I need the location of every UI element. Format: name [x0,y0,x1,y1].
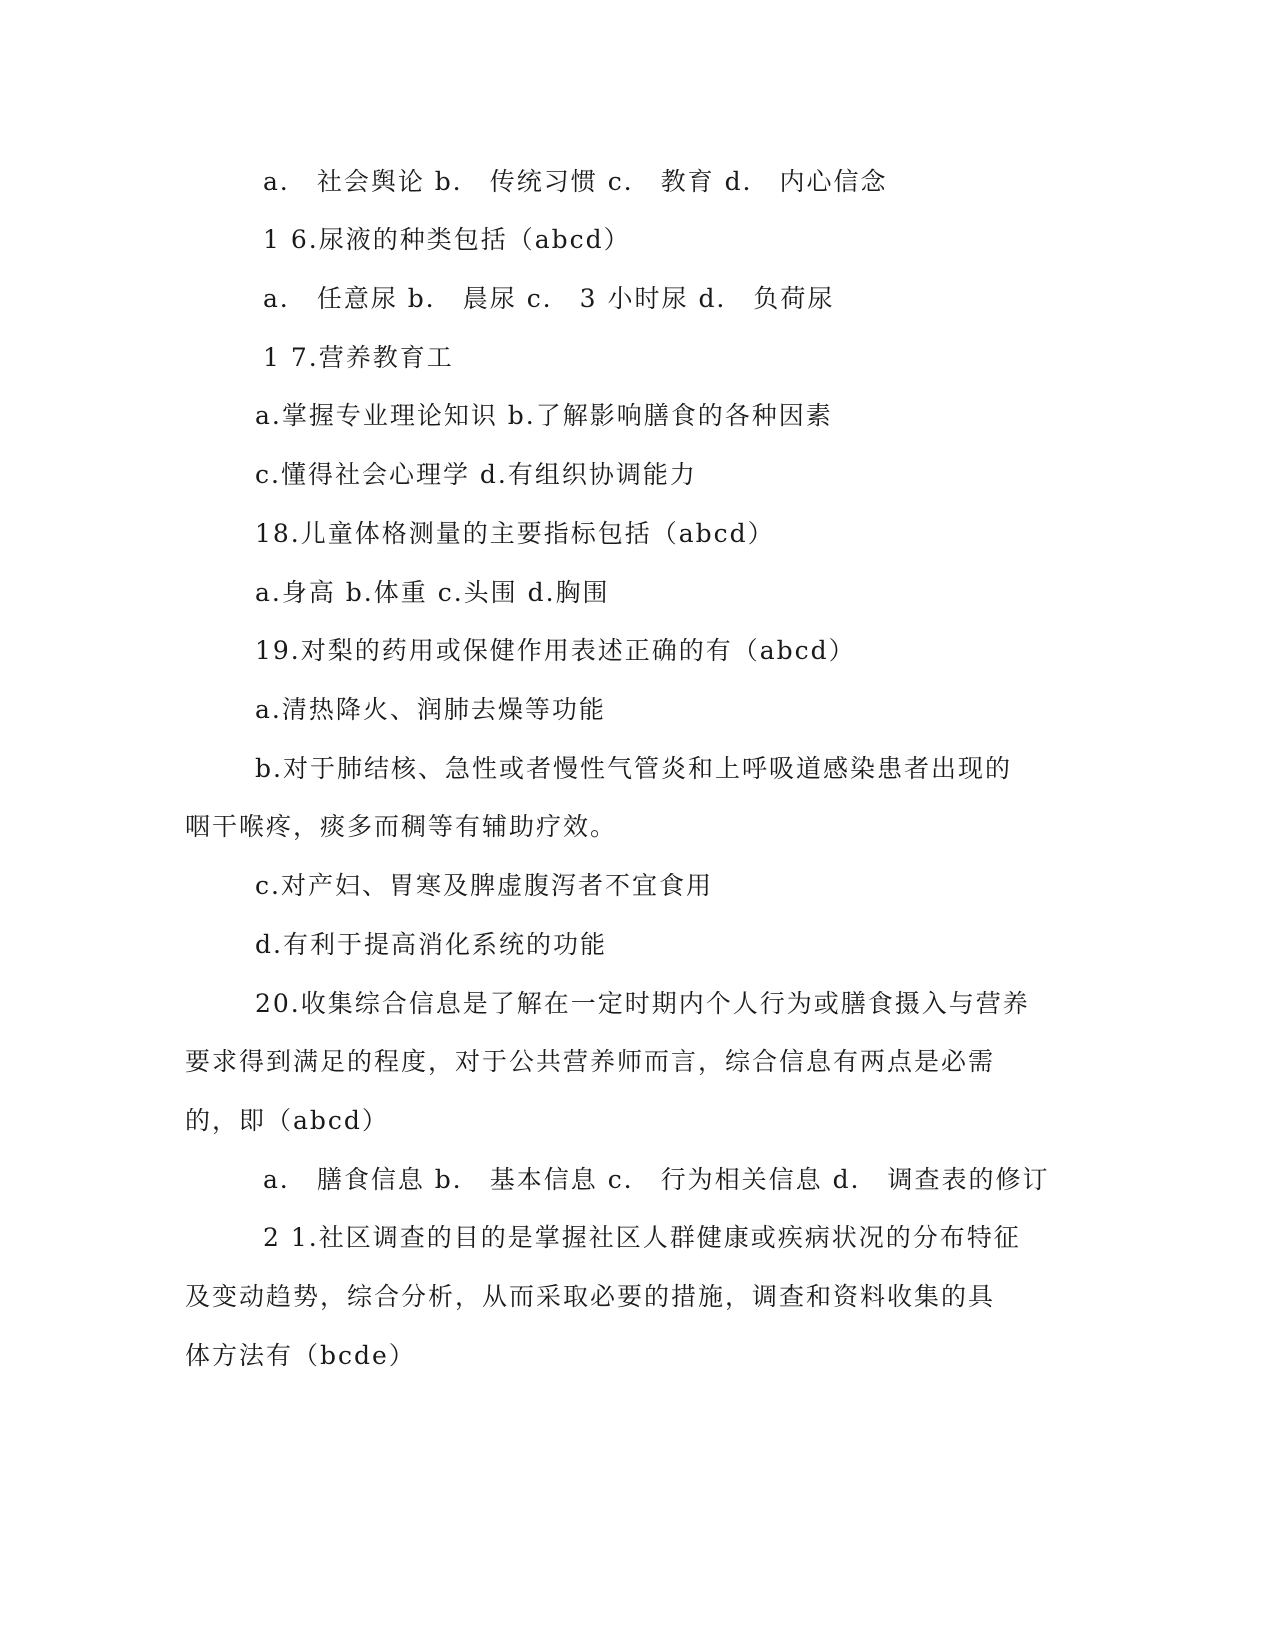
option-q19-b: b.对于肺结核、急性或者慢性气管炎和上呼吸道感染患者出现的 [255,754,1012,783]
question-21: 2 1.社区调查的目的是掌握社区人群健康或疾病状况的分布特征 [263,1223,1021,1252]
question-17: 1 7.营养教育工 [263,343,454,372]
option-line-q16: a． 任意尿 b． 晨尿 c． 3 小时尿 d． 负荷尿 [263,284,835,313]
option-line-q17-ab: a.掌握专业理论知识 b.了解影响膳食的各种因素 [255,401,833,430]
option-line-q15: a． 社会舆论 b． 传统习惯 c． 教育 d． 内心信念 [263,167,888,196]
question-18: 18.儿童体格测量的主要指标包括（abcd） [255,519,775,548]
option-q19-c: c.对产妇、胃寒及脾虚腹泻者不宜食用 [255,871,713,900]
question-16: 1 6.尿液的种类包括（abcd） [263,225,631,254]
option-line-q20: a． 膳食信息 b． 基本信息 c． 行为相关信息 d． 调查表的修订 [263,1165,1050,1194]
question-21-cont-2: 体方法有（bcde） [185,1341,416,1370]
option-q19-b-cont: 咽干喉疼，痰多而稠等有辅助疗效。 [185,812,618,841]
option-line-q18: a.身高 b.体重 c.头围 d.胸围 [255,578,610,607]
question-19: 19.对梨的药用或保健作用表述正确的有（abcd） [255,636,856,665]
option-line-q17-cd: c.懂得社会心理学 d.有组织协调能力 [255,460,697,489]
question-21-cont-1: 及变动趋势，综合分析，从而采取必要的措施，调查和资料收集的具 [185,1282,996,1311]
option-q19-a: a.清热降火、润肺去燥等功能 [255,695,606,724]
question-20-cont-2: 的，即（abcd） [185,1106,389,1135]
question-20-cont-1: 要求得到满足的程度，对于公共营养师而言，综合信息有两点是必需 [185,1047,996,1076]
option-q19-d: d.有利于提高消化系统的功能 [255,930,607,959]
question-20: 20.收集综合信息是了解在一定时期内个人行为或膳食摄入与营养 [255,989,1030,1018]
